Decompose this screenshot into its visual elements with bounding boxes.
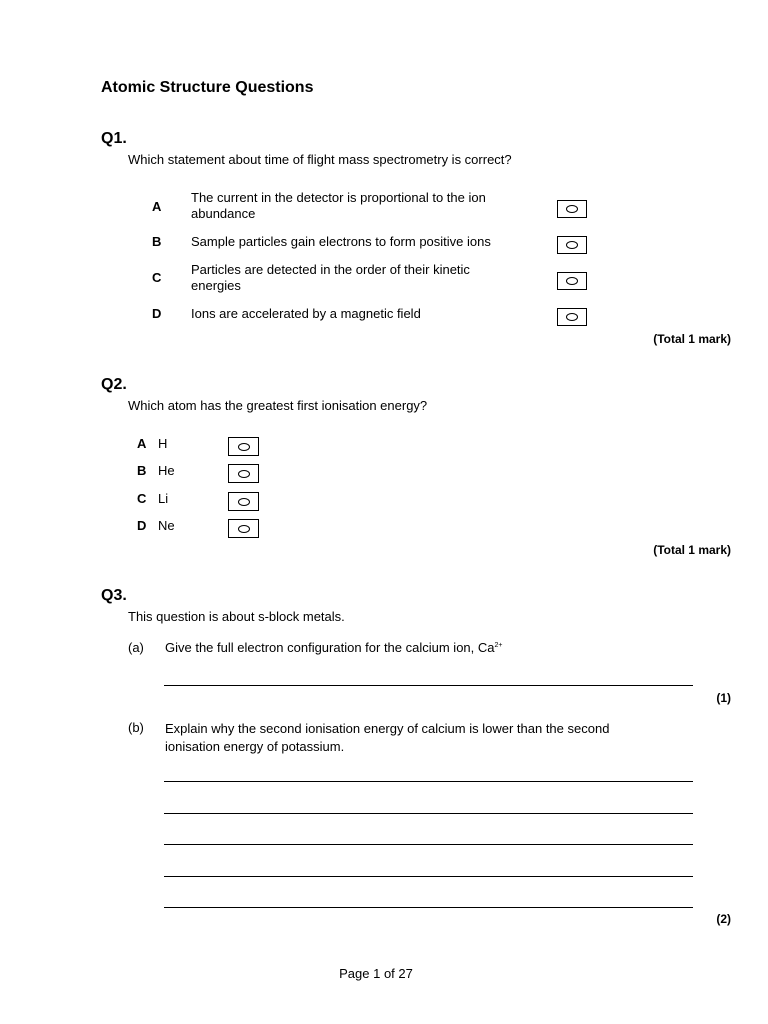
q3a-label: (a)	[128, 640, 144, 655]
q2-option-b-text: He	[158, 463, 175, 478]
oval-icon	[566, 313, 578, 321]
q2-option-b-checkbox[interactable]	[228, 464, 259, 483]
q3b-label: (b)	[128, 720, 144, 735]
q1-option-c-line2: energies	[191, 278, 241, 293]
q3a-marks: (1)	[716, 691, 731, 705]
q2-option-a-checkbox[interactable]	[228, 437, 259, 456]
q1-option-d-letter: D	[152, 306, 162, 321]
q1-total-mark: (Total 1 mark)	[653, 332, 731, 346]
q3a-answer-line[interactable]	[164, 685, 693, 686]
q3b-answer-line-4[interactable]	[164, 876, 693, 877]
page-number: Page 1 of 27	[339, 966, 413, 981]
page-title: Atomic Structure Questions	[101, 79, 314, 96]
q1-option-c-line1: Particles are detected in the order of their kinetic	[191, 262, 470, 277]
q3b-answer-line-1[interactable]	[164, 781, 693, 782]
q3a-question	[165, 640, 503, 655]
q1-option-d-text: Ions are accelerated by a magnetic field	[191, 306, 421, 321]
q3-heading: Q3.	[101, 587, 127, 604]
q1-option-b-text: Sample particles gain electrons to form positive ions	[191, 234, 491, 249]
q1-option-a-checkbox[interactable]	[557, 200, 587, 218]
q3b-answer-line-5[interactable]	[164, 907, 693, 908]
q2-stem: Which atom has the greatest first ionisation energy?	[128, 398, 428, 413]
oval-icon	[238, 443, 250, 451]
q2-option-c-checkbox[interactable]	[228, 492, 259, 511]
oval-icon	[566, 277, 578, 285]
q1-option-a-letter: A	[152, 199, 162, 214]
q2-heading: Q2.	[101, 376, 127, 393]
q2-option-d-letter: D	[137, 518, 147, 533]
oval-icon	[566, 241, 578, 249]
q3b-line2: ionisation energy of potassium.	[165, 739, 345, 754]
q3a-text: Give the full electron configuration for the calcium ion, Ca	[165, 640, 495, 655]
q1-option-a-line2: abundance	[191, 206, 256, 221]
q2-option-c-letter: C	[137, 491, 147, 506]
q1-stem: Which statement about time of flight mass spectrometry is correct?	[128, 152, 512, 167]
q1-option-c-text	[191, 262, 470, 294]
q2-option-d-text: Ne	[158, 518, 175, 533]
q2-option-a-text: H	[158, 436, 168, 451]
oval-icon	[238, 525, 250, 533]
q3b-question	[165, 720, 609, 756]
q1-option-b-letter: B	[152, 234, 162, 249]
q2-option-a-letter: A	[137, 436, 147, 451]
q1-option-c-checkbox[interactable]	[557, 272, 587, 290]
oval-icon	[238, 470, 250, 478]
q1-option-a-text	[191, 190, 486, 222]
q2-total-mark: (Total 1 mark)	[653, 543, 731, 557]
q2-option-d-checkbox[interactable]	[228, 519, 259, 538]
q3b-answer-line-2[interactable]	[164, 813, 693, 814]
q3b-answer-line-3[interactable]	[164, 844, 693, 845]
q1-heading: Q1.	[101, 130, 127, 147]
q3b-line1: Explain why the second ionisation energy of calcium is lower than the second	[165, 721, 610, 736]
oval-icon	[566, 205, 578, 213]
q1-option-b-checkbox[interactable]	[557, 236, 587, 254]
oval-icon	[238, 498, 250, 506]
q3a-charge-superscript: 2+	[494, 642, 503, 649]
q1-option-d-checkbox[interactable]	[557, 308, 587, 326]
q2-option-b-letter: B	[137, 463, 147, 478]
q3-intro: This question is about s-block metals.	[128, 609, 345, 624]
q1-option-c-letter: C	[152, 270, 162, 285]
q3b-marks: (2)	[716, 912, 731, 926]
q2-option-c-text: Li	[158, 491, 169, 506]
q1-option-a-line1: The current in the detector is proportional to the ion	[191, 190, 486, 205]
